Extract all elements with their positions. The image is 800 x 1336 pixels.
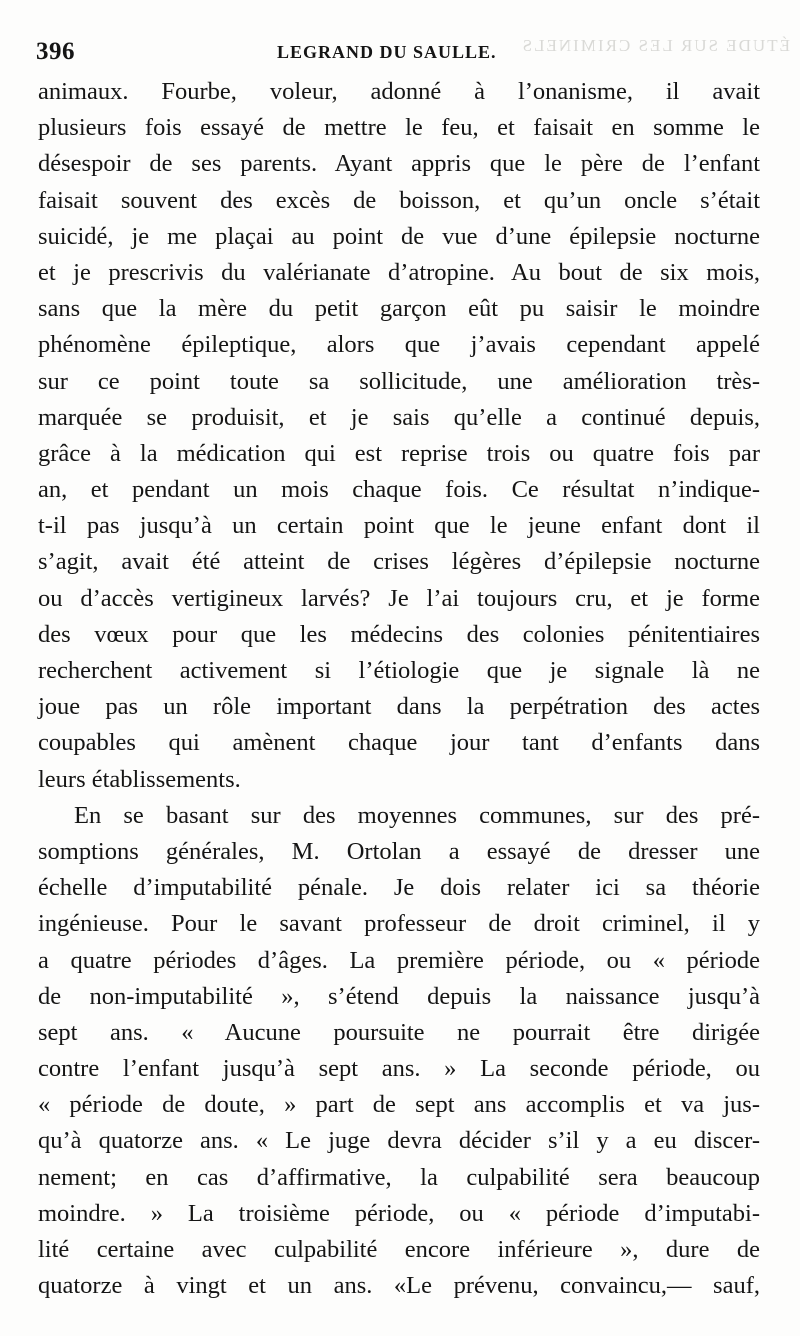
page-header: [36, 38, 766, 68]
paragraph-start-line: En se basant sur des moyennes communes, sur des pré-: [74, 801, 760, 829]
text-line: sept ans. « Aucune poursuite ne pourrait être dirigée: [38, 1018, 760, 1046]
text-line: sans que la mère du petit garçon eût pu saisir le moindre: [38, 295, 760, 323]
text-line: a quatre périodes d’âges. La première période, ou « période: [38, 946, 760, 974]
text-line: phénomène épileptique, alors que j’avais cependant appelé: [38, 331, 760, 359]
text-line: suicidé, je me plaçai au point de vue d’une épilepsie nocturne: [38, 222, 760, 250]
text-line: et je prescrivis du valérianate d’atropine. Au bout de six mois,: [38, 258, 760, 286]
text-line: marquée se produisit, et je sais qu’elle a continué depuis,: [38, 403, 760, 431]
text-line: désespoir de ses parents. Ayant appris que le père de l’enfant: [38, 150, 760, 178]
text-line: qu’à quatorze ans. « Le juge devra décider s’il y a eu discer-: [38, 1127, 760, 1155]
text-line: « période de doute, » part de sept ans accomplis et va jus-: [38, 1091, 760, 1119]
text-line: recherchent activement si l’étiologie que je signale là ne: [38, 657, 760, 684]
text-line: lité certaine avec culpabilité encore inférieure », dure de: [38, 1236, 760, 1263]
bleed-through-text: ÉTUDE SUR LES CRIMINELS: [520, 36, 790, 55]
text-line: de non-imputabilité », s’étend depuis la naissance jusqu’à: [38, 982, 760, 1010]
paragraph-end-line: leurs établissements.: [38, 765, 241, 793]
text-line: somptions générales, M. Ortolan a essayé de dresser une: [38, 837, 760, 865]
text-line: ou d’accès vertigineux larvés? Je l’ai toujours cru, et je forme: [38, 584, 760, 612]
text-line: s’agit, avait été atteint de crises légères d’épilepsie nocturne: [38, 548, 760, 576]
text-line: faisait souvent des excès de boisson, et qu’un oncle s’était: [38, 186, 760, 214]
body-text: [38, 74, 760, 1304]
text-line: moindre. » La troisième période, ou « période d’imputabi-: [38, 1199, 760, 1227]
text-line: ingénieuse. Pour le savant professeur de droit criminel, il y: [38, 910, 760, 938]
text-line: nement; en cas d’affirmative, la culpabilité sera beaucoup: [38, 1163, 760, 1191]
text-line: joue pas un rôle important dans la perpétration des actes: [38, 693, 760, 721]
text-line: an, et pendant un mois chaque fois. Ce résultat n’indique-: [38, 476, 760, 504]
running-head: LEGRAND DU SAULLE.: [277, 42, 497, 62]
text-line: quatorze à vingt et un ans. «Le prévenu, convaincu,— sauf,: [38, 1272, 760, 1300]
page-number: 396: [36, 38, 75, 65]
text-line: sur ce point toute sa sollicitude, une amélioration très-: [38, 367, 760, 395]
text-line: coupables qui amènent chaque jour tant d’enfants dans: [38, 729, 760, 757]
text-line: contre l’enfant jusqu’à sept ans. » La seconde période, ou: [38, 1055, 760, 1083]
text-line: plusieurs fois essayé de mettre le feu, et faisait en somme le: [38, 114, 760, 142]
text-line: échelle d’imputabilité pénale. Je dois relater ici sa théorie: [38, 874, 760, 902]
text-line: animaux. Fourbe, voleur, adonné à l’onanisme, il avait: [38, 78, 760, 105]
text-line: t-il pas jusqu’à un certain point que le jeune enfant dont il: [38, 512, 760, 540]
text-line: grâce à la médication qui est reprise trois ou quatre fois par: [38, 439, 760, 467]
text-line: des vœux pour que les médecins des colonies pénitentiaires: [38, 620, 760, 648]
